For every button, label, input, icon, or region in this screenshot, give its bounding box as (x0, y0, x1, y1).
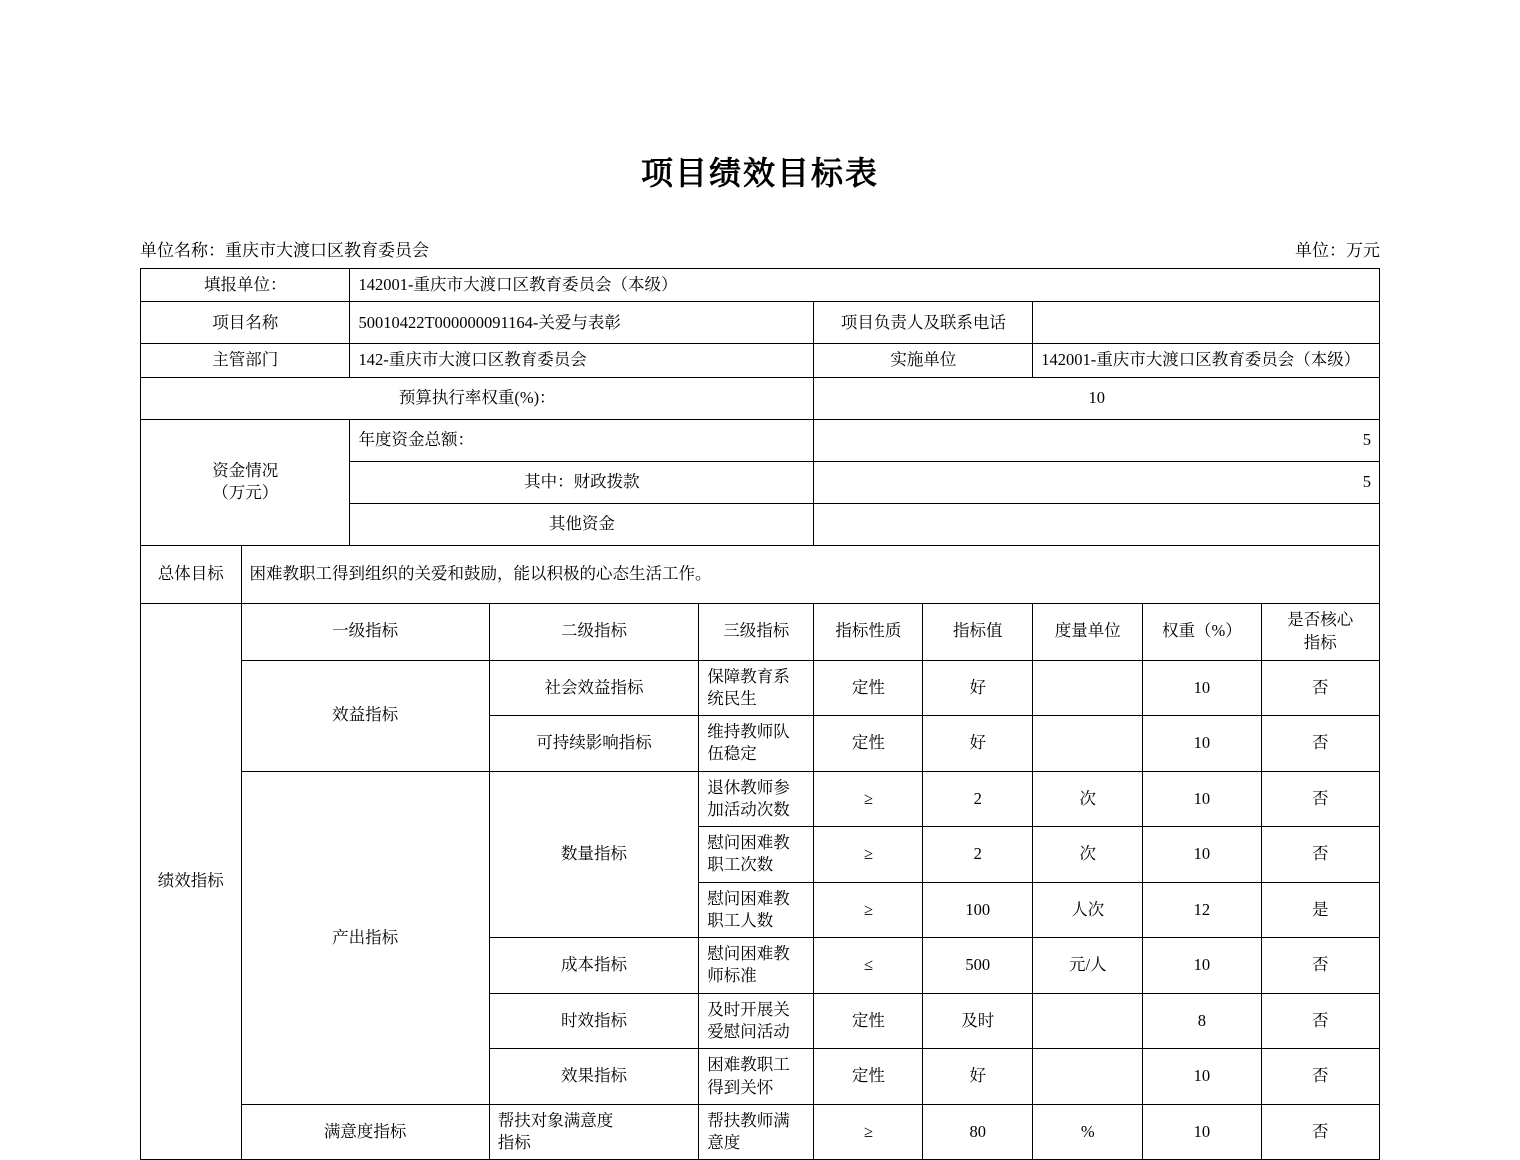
indicator-level2: 效果指标 (489, 1049, 698, 1105)
indicator-level3: 慰问困难教职工人数 (699, 882, 814, 938)
indicator-nature: ≥ (814, 882, 923, 938)
indicator-value: 500 (923, 938, 1033, 994)
indicator-weight: 10 (1143, 771, 1261, 827)
department-value: 142-重庆市大渡口区教育委员会 (350, 344, 814, 377)
column-header-level2: 二级指标 (489, 603, 698, 660)
indicator-level2: 可持续影响指标 (489, 716, 698, 772)
indicator-value: 80 (923, 1104, 1033, 1160)
project-name-label: 项目名称 (141, 302, 350, 344)
funds-label-line1: 资金情况 (212, 460, 279, 480)
indicator-unit (1033, 660, 1143, 716)
indicator-core: 否 (1261, 938, 1379, 994)
column-header-core-line2: 指标 (1303, 632, 1337, 652)
indicator-value: 好 (923, 1049, 1033, 1105)
unit-name-label: 单位名称： (140, 241, 225, 260)
indicator-level2-line1: 帮扶对象满意度 (497, 1110, 614, 1130)
indicator-unit: % (1033, 1104, 1143, 1160)
table-row-fund-total (141, 419, 1380, 461)
column-header-level1: 一级指标 (241, 603, 489, 660)
indicator-unit: 人次 (1033, 882, 1143, 938)
indicator-level3: 慰问困难教师标准 (699, 938, 814, 994)
indicator-weight: 10 (1143, 1104, 1261, 1160)
indicator-level2: 成本指标 (489, 938, 698, 994)
indicator-nature: 定性 (814, 993, 923, 1049)
table-row-indicator (141, 660, 1380, 716)
indicator-weight: 12 (1143, 882, 1261, 938)
unit-name-value: 重庆市大渡口区教育委员会 (225, 241, 429, 260)
indicator-weight: 10 (1143, 827, 1261, 883)
indicator-weight: 10 (1143, 660, 1261, 716)
indicator-level2-line2: 指标 (497, 1133, 531, 1153)
fund-row-value-2 (814, 503, 1380, 545)
indicator-unit (1033, 1049, 1143, 1105)
indicator-core: 否 (1261, 993, 1379, 1049)
fund-row-label-0: 年度资金总额： (350, 419, 814, 461)
indicator-core: 否 (1261, 1049, 1379, 1105)
fund-row-label-2: 其他资金 (350, 503, 814, 545)
page-title: 项目绩效目标表 (640, 155, 879, 191)
indicator-level2: 数量指标 (489, 771, 698, 938)
funds-label (141, 419, 350, 545)
column-header-level3: 三级指标 (699, 603, 814, 660)
indicator-value: 好 (923, 716, 1033, 772)
indicator-level2 (489, 1104, 698, 1160)
indicator-nature: ≤ (814, 938, 923, 994)
filler-label: 填报单位： (141, 269, 350, 302)
indicator-unit: 元/人 (1033, 938, 1143, 994)
indicator-level3: 退休教师参加活动次数 (699, 771, 814, 827)
department-label: 主管部门 (141, 344, 350, 377)
column-header-value: 指标值 (923, 603, 1033, 660)
indicator-value: 及时 (923, 993, 1033, 1049)
indicator-level3: 困难教职工得到关怀 (699, 1049, 814, 1105)
indicator-weight: 10 (1143, 1049, 1261, 1105)
indicator-header-row (141, 603, 1380, 660)
indicator-nature: ≥ (814, 1104, 923, 1160)
table-row-budget-rate (141, 377, 1380, 419)
indicator-level1: 效益指标 (241, 660, 489, 771)
indicator-level3: 及时开展关爱慰问活动 (699, 993, 814, 1049)
indicator-core: 是 (1261, 882, 1379, 938)
project-name-value: 50010422T000000091164-关爱与表彰 (350, 302, 814, 344)
overall-goal-value: 困难教职工得到组织的关爱和鼓励，能以积极的心态生活工作。 (241, 545, 1379, 603)
table-row-overall-goal (141, 545, 1380, 603)
document-meta (140, 236, 1380, 260)
budget-rate-label: 预算执行率权重(%)： (141, 377, 814, 419)
table-row-indicator (141, 1104, 1380, 1160)
indicator-unit: 次 (1033, 827, 1143, 883)
indicator-nature: ≥ (814, 771, 923, 827)
indicator-nature: 定性 (814, 1049, 923, 1105)
table-row-department (141, 344, 1380, 377)
table-row-filler (141, 269, 1380, 302)
contact-label: 项目负责人及联系电话 (814, 302, 1033, 344)
indicator-unit (1033, 993, 1143, 1049)
indicator-level2: 时效指标 (489, 993, 698, 1049)
indicator-level3: 慰问困难教职工次数 (699, 827, 814, 883)
indicator-nature: 定性 (814, 660, 923, 716)
indicator-unit (1033, 716, 1143, 772)
indicator-value: 好 (923, 660, 1033, 716)
indicator-level1: 满意度指标 (241, 1104, 489, 1160)
unit-name (140, 236, 429, 261)
fund-row-value-1: 5 (814, 461, 1380, 503)
indicator-nature: 定性 (814, 716, 923, 772)
currency-unit-label: 单位：万元 (1295, 241, 1380, 260)
indicator-core: 否 (1261, 771, 1379, 827)
indicator-level1: 产出指标 (241, 771, 489, 1104)
indicator-weight: 10 (1143, 716, 1261, 772)
table-row-project-name (141, 302, 1380, 344)
indicator-nature: ≥ (814, 827, 923, 883)
column-header-unit: 度量单位 (1033, 603, 1143, 660)
fund-row-value-0: 5 (814, 419, 1380, 461)
indicator-unit: 次 (1033, 771, 1143, 827)
filler-value: 142001-重庆市大渡口区教育委员会（本级） (350, 269, 1380, 302)
indicator-level3: 帮扶教师满意度 (699, 1104, 814, 1160)
indicator-value: 2 (923, 771, 1033, 827)
indicator-weight: 10 (1143, 938, 1261, 994)
indicator-section-label: 绩效指标 (141, 603, 242, 1160)
indicator-weight: 8 (1143, 993, 1261, 1049)
indicator-value: 100 (923, 882, 1033, 938)
indicator-core: 否 (1261, 716, 1379, 772)
implementation-unit-value: 142001-重庆市大渡口区教育委员会（本级） (1033, 344, 1380, 377)
indicator-core: 否 (1261, 1104, 1379, 1160)
column-header-weight: 权重（%） (1143, 603, 1261, 660)
indicator-value: 2 (923, 827, 1033, 883)
overall-goal-label: 总体目标 (141, 545, 242, 603)
table-row-indicator (141, 771, 1380, 827)
performance-target-table (140, 268, 1380, 1160)
fund-row-label-1: 其中：财政拨款 (350, 461, 814, 503)
indicator-core: 否 (1261, 827, 1379, 883)
indicator-level3: 维持教师队伍稳定 (699, 716, 814, 772)
contact-value (1033, 302, 1380, 344)
column-header-core-line1: 是否核心 (1287, 610, 1354, 630)
implementation-unit-label: 实施单位 (814, 344, 1033, 377)
funds-label-line2: （万元） (212, 483, 279, 503)
column-header-nature: 指标性质 (814, 603, 923, 660)
indicator-core: 否 (1261, 660, 1379, 716)
column-header-core (1261, 603, 1379, 660)
indicator-level2: 社会效益指标 (489, 660, 698, 716)
budget-rate-value: 10 (814, 377, 1380, 419)
indicator-level3: 保障教育系统民生 (699, 660, 814, 716)
